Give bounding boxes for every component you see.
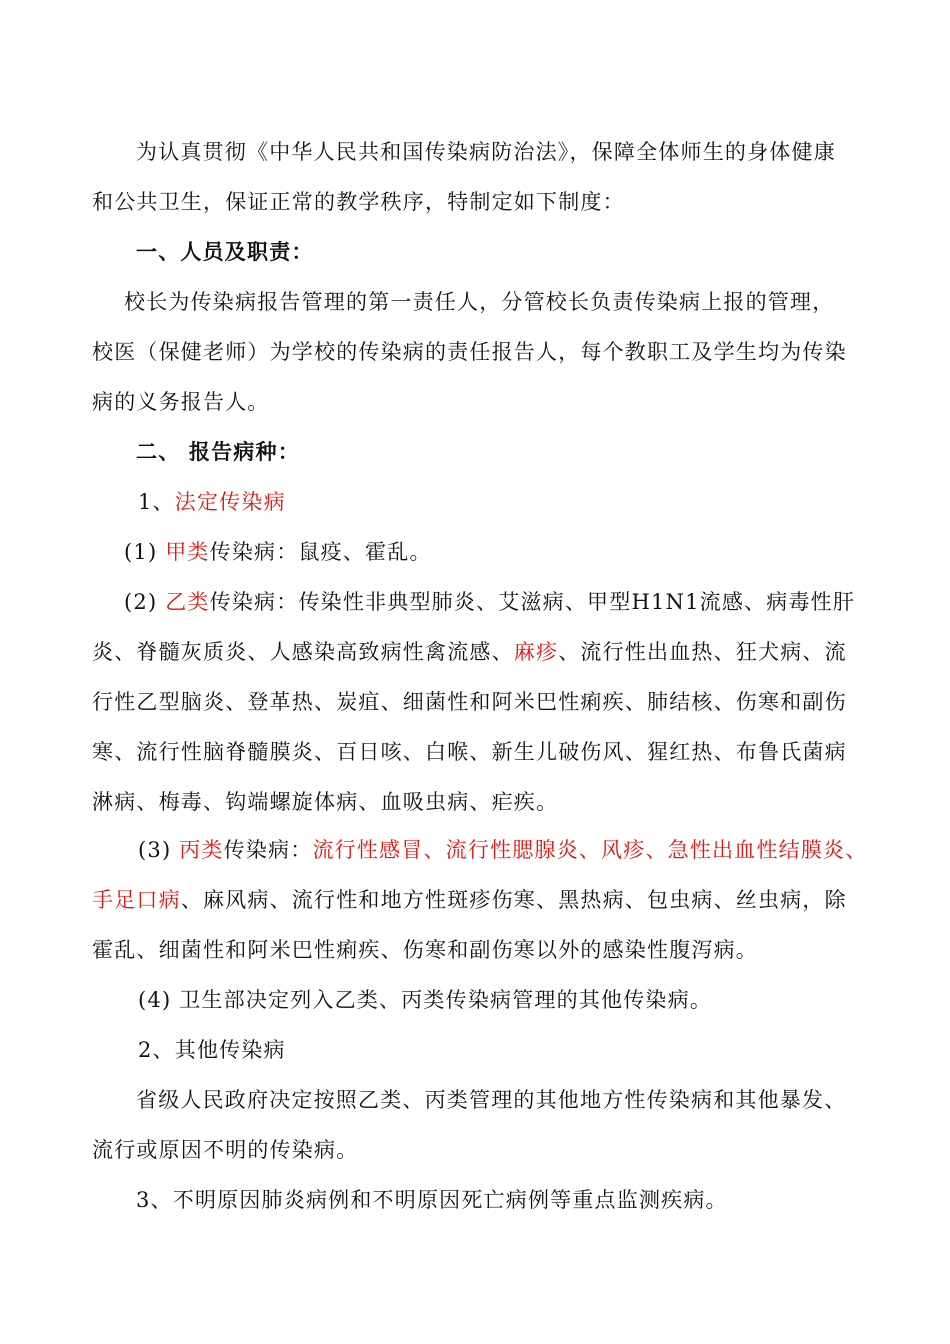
item-2-highlight-measles: 麻疹 bbox=[513, 640, 559, 664]
item-2-line-2 bbox=[92, 637, 847, 667]
subsection-1-heading bbox=[138, 487, 286, 517]
intro-line-1: 为认真贯彻《中华人民共和国传染病防治法》，保障全体师生的身体健康 bbox=[136, 140, 836, 164]
subsection-3-heading: 3、不明原因肺炎病例和不明原因死亡病例等重点监测疾病。 bbox=[136, 1188, 728, 1212]
item-3-line-1 bbox=[138, 835, 867, 865]
item-1-class: 甲类 bbox=[165, 540, 210, 564]
section1-line-2: 校医（保健老师）为学校的传染病的责任报告人，每个教职工及学生均为传染 bbox=[92, 340, 847, 364]
item-3-line-3: 霍乱、细菌性和阿米巴性痢疾、伤寒和副伤寒以外的感染性腹泻病。 bbox=[92, 938, 758, 962]
item-2-class: 乙类 bbox=[165, 590, 210, 614]
item-3-number: (3) bbox=[138, 838, 180, 862]
item-3-highlight-hfmd: 手足口病 bbox=[92, 888, 181, 912]
item-1-number: (1) bbox=[124, 540, 166, 564]
other-line-2: 流行或原因不明的传染病。 bbox=[92, 1138, 359, 1162]
item-2-number: (2) bbox=[124, 590, 166, 614]
item-2-line-1 bbox=[124, 587, 855, 617]
item-1-text: 传染病：鼠疫、霍乱。 bbox=[209, 540, 432, 564]
item-3-line-2 bbox=[92, 885, 847, 915]
section2-heading: 二、 报告病种： bbox=[136, 439, 300, 464]
item-2-line-3: 行性乙型脑炎、登革热、炭疽、细菌性和阿米巴性痢疾、肺结核、伤寒和副伤 bbox=[92, 690, 847, 714]
section1-line-1: 校长为传染病报告管理的第一责任人，分管校长负责传染病上报的管理， bbox=[124, 290, 835, 314]
item-2-line-5: 淋病、梅毒、钩端螺旋体病、血吸虫病、疟疾。 bbox=[92, 790, 559, 814]
section1-heading: 一、人员及职责： bbox=[136, 239, 314, 264]
item-1-line bbox=[124, 537, 432, 567]
other-line-1: 省级人民政府决定按照乙类、丙类管理的其他地方性传染病和其他暴发、 bbox=[136, 1088, 847, 1112]
item-2-line-2-text-a: 炎、脊髓灰质炎、人感染高致病性禽流感、 bbox=[92, 640, 514, 664]
item-2-line-4: 寒、流行性脑脊髓膜炎、百日咳、白喉、新生儿破伤风、猩红热、布鲁氏菌病 bbox=[92, 740, 847, 764]
intro-line-2: 和公共卫生，保证正常的教学秩序，特制定如下制度： bbox=[92, 190, 625, 214]
item-3-line-2-text: 、麻风病、流行性和地方性斑疹伤寒、黑热病、包虫病、丝虫病，除 bbox=[180, 888, 847, 912]
item-3-class: 丙类 bbox=[179, 838, 224, 862]
section1-line-3: 病的义务报告人。 bbox=[92, 390, 270, 414]
item-2-text: 传染病：传染性非典型肺炎、艾滋病、甲型H1N1流感、病毒性肝 bbox=[209, 590, 856, 614]
item-4-text: 卫生部决定列入乙类、丙类传染病管理的其他传染病。 bbox=[179, 988, 713, 1012]
item-3-text-a: 传染病： bbox=[223, 838, 313, 862]
subsection-1-number: 1、 bbox=[138, 490, 175, 514]
item-3-highlight-diseases: 流行性感冒、流行性腮腺炎、风疹、急性出血性结膜炎、 bbox=[312, 838, 868, 862]
item-2-line-2-text-b: 、流行性出血热、狂犬病、流 bbox=[558, 640, 847, 664]
subsection-1-title: 法定传染病 bbox=[174, 490, 286, 514]
item-4-number: (4) bbox=[138, 988, 180, 1012]
item-4-line bbox=[138, 985, 712, 1015]
subsection-2-heading: 2、其他传染病 bbox=[138, 1038, 286, 1062]
